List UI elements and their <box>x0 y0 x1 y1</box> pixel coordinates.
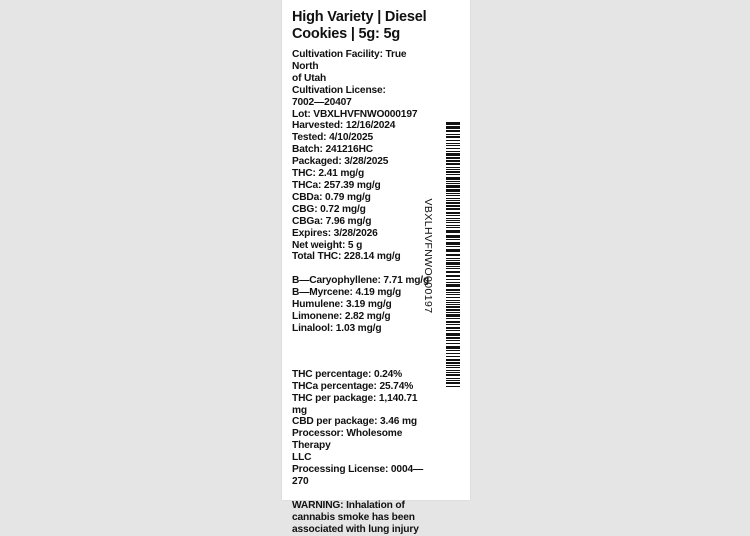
barcode-bar <box>446 220 460 221</box>
warning-line: cannabis smoke has been <box>292 511 415 523</box>
barcode-bar <box>446 202 460 204</box>
barcode-bar <box>446 321 460 323</box>
warning-block <box>292 500 432 536</box>
barcode-bar <box>446 346 460 349</box>
potency-line: CBD per package: 3.46 mg <box>292 416 417 428</box>
detail-line: CBGa: 7.96 mg/g <box>292 215 372 227</box>
barcode-bar <box>446 362 460 364</box>
detail-line: Net weight: 5 g <box>292 239 363 251</box>
potency-line: THC percentage: 0.24% <box>292 368 403 380</box>
barcode-icon <box>446 122 460 388</box>
barcode-bar <box>446 174 460 175</box>
barcode-number <box>422 197 434 315</box>
barcode-bar <box>446 330 460 331</box>
spacer <box>292 488 432 500</box>
details-block <box>292 49 432 263</box>
barcode-bar <box>446 239 460 240</box>
barcode-bar <box>446 350 460 351</box>
spacer <box>292 263 432 275</box>
barcode-bar <box>446 130 460 132</box>
barcode-bar <box>446 292 460 293</box>
terpene-line: Linalool: 1.03 mg/g <box>292 322 382 334</box>
barcode-bar <box>446 337 460 339</box>
barcode-bar <box>446 222 460 223</box>
detail-line: CBDa: 0.79 mg/g <box>292 191 371 203</box>
barcode-bar <box>446 183 460 184</box>
detail-line: 7002—20407 <box>292 96 352 108</box>
barcode-bar <box>446 254 460 256</box>
product-title-line-2: Cookies | 5g: 5g <box>292 26 401 42</box>
barcode-bar <box>446 275 460 277</box>
barcode-number-text: VBXLHVFNWO000197 <box>422 198 434 314</box>
barcode-bar <box>446 230 460 233</box>
terpene-line: B—Caryophyllene: 7.71 mg/g <box>292 275 430 287</box>
barcode-bar <box>446 356 460 357</box>
barcode-bar <box>446 189 460 192</box>
barcode-bar <box>446 195 460 196</box>
barcode-bar <box>446 333 460 336</box>
barcode-bar <box>446 268 460 269</box>
barcode-bar <box>446 340 460 341</box>
barcode-bar <box>446 126 460 129</box>
barcode-bar <box>446 382 460 384</box>
barcode-bar <box>446 302 460 303</box>
barcode-bar <box>446 271 460 273</box>
warning-line: WARNING: Inhalation of <box>292 499 405 511</box>
barcode-bar <box>446 215 460 216</box>
barcode-bar <box>446 140 460 141</box>
barcode-bar <box>446 304 460 305</box>
barcode-bar <box>446 370 460 371</box>
terpene-line: Humulene: 3.19 mg/g <box>292 299 392 311</box>
detail-line: THC: 2.41 mg/g <box>292 168 365 180</box>
barcode-bar <box>446 300 460 301</box>
terpene-line: B—Myrcene: 4.19 mg/g <box>292 287 402 299</box>
barcode-bar <box>446 359 460 361</box>
detail-line: Harvested: 12/16/2024 <box>292 120 396 132</box>
warning-line: associated with lung injury <box>292 523 419 535</box>
barcode-bar <box>446 324 460 325</box>
spacer <box>292 335 432 369</box>
barcode-bar <box>446 380 460 381</box>
barcode-bar <box>446 343 460 344</box>
barcode-bar <box>446 282 460 283</box>
barcode-bar <box>446 372 460 373</box>
barcode-bar <box>446 279 460 280</box>
barcode-bar <box>446 218 460 219</box>
barcode-bar <box>446 169 460 170</box>
barcode-bar <box>446 312 460 313</box>
barcode-bar <box>446 225 460 226</box>
barcode-bar <box>446 249 460 252</box>
detail-line: Cultivation Facility: True North <box>292 49 407 72</box>
potency-block <box>292 369 432 488</box>
detail-line: Batch: 241216HC <box>292 144 373 156</box>
barcode-bar <box>446 365 460 366</box>
barcode-bar <box>446 185 460 188</box>
detail-line: Packaged: 3/28/2025 <box>292 156 389 168</box>
terpene-line: Limonene: 2.82 mg/g <box>292 311 391 323</box>
barcode-bar <box>446 297 460 298</box>
terpenes-block <box>292 275 432 335</box>
barcode-bar <box>446 193 460 194</box>
barcode-bar <box>446 327 460 329</box>
barcode-bar <box>446 163 460 165</box>
barcode-bar <box>446 160 460 162</box>
barcode-bar <box>446 212 460 214</box>
detail-line: Expires: 3/28/2026 <box>292 227 378 239</box>
barcode-bar <box>446 151 460 152</box>
detail-line: Total THC: 228.14 mg/g <box>292 251 401 263</box>
barcode-bar <box>446 289 460 291</box>
detail-line: THCa: 257.39 mg/g <box>292 179 381 191</box>
barcode-bar <box>446 177 460 180</box>
barcode-bar <box>446 266 460 267</box>
barcode-bar <box>446 198 460 199</box>
barcode-bar <box>446 134 460 135</box>
barcode-bar <box>446 171 460 173</box>
barcode-bar <box>446 148 460 149</box>
potency-line: THC per package: 1,140.71 mg <box>292 392 418 416</box>
barcode-bar <box>446 167 460 168</box>
label-content <box>292 9 432 536</box>
potency-line: Processing License: 0004—270 <box>292 464 424 487</box>
barcode-bar <box>446 145 460 146</box>
potency-line: LLC <box>292 452 312 464</box>
barcode-bar <box>446 200 460 201</box>
detail-line: Lot: VBXLHVFNWO000197 <box>292 108 418 120</box>
barcode-bar <box>446 181 460 182</box>
barcode-bar <box>446 208 460 210</box>
barcode-bar <box>446 306 460 308</box>
barcode-bar <box>446 157 460 159</box>
product-title-line-1: High Variety | Diesel <box>292 9 427 25</box>
barcode-bar <box>446 367 460 368</box>
detail-line: CBG: 0.72 mg/g <box>292 203 366 215</box>
detail-line: of Utah <box>292 72 327 84</box>
barcode-bar <box>446 122 460 125</box>
product-title <box>292 9 432 43</box>
barcode-bar <box>446 262 460 265</box>
barcode-bar <box>446 153 460 156</box>
barcode-bar <box>446 260 460 261</box>
potency-line: Processor: Wholesome Therapy <box>292 428 403 452</box>
barcode-bar <box>446 353 460 354</box>
detail-line: Tested: 4/10/2025 <box>292 132 374 144</box>
barcode-bar <box>446 386 460 387</box>
barcode-bar <box>446 205 460 207</box>
barcode-bar <box>446 227 460 228</box>
barcode-bar <box>446 294 460 295</box>
potency-line: THCa percentage: 25.74% <box>292 380 414 392</box>
barcode-bar <box>446 235 460 238</box>
barcode-bar <box>446 246 460 247</box>
detail-line: Cultivation License: <box>292 84 386 96</box>
barcode-bar <box>446 242 460 245</box>
barcode-bar <box>446 143 460 144</box>
barcode-bar <box>446 378 460 379</box>
barcode-bar <box>446 314 460 317</box>
barcode-bar <box>446 309 460 311</box>
barcode-bar <box>446 136 460 138</box>
barcode-bar <box>446 258 460 259</box>
barcode-bar <box>446 318 460 319</box>
barcode-bar <box>446 284 460 287</box>
product-label <box>282 0 470 535</box>
barcode-bar <box>446 374 460 376</box>
